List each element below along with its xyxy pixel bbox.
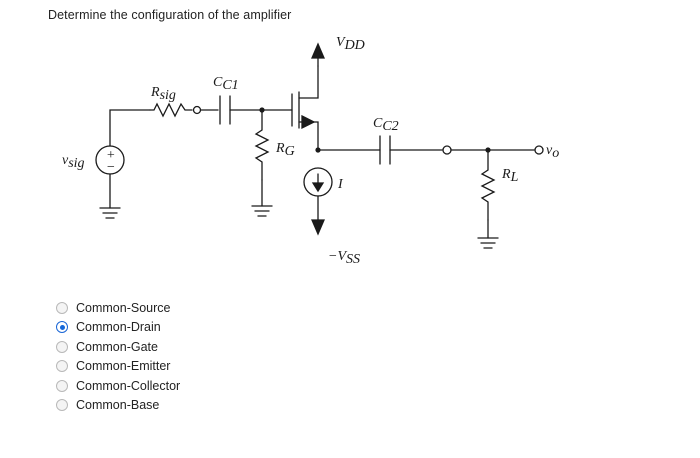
label-vsig: vsig [62, 153, 85, 171]
label-source-plus: + [106, 148, 116, 163]
label-rg: RG [276, 141, 295, 159]
question-prompt: Determine the configuration of the amplifier [48, 8, 292, 22]
option-common-emitter[interactable] [56, 357, 386, 377]
rsig-resistor [150, 104, 192, 116]
option-label: Common-Drain [76, 320, 161, 335]
option-common-base[interactable] [56, 396, 386, 416]
rl-resistor [482, 150, 494, 220]
rg-resistor [256, 110, 268, 180]
label-vdd: VDD [336, 35, 365, 53]
circuit-labels [62, 35, 559, 267]
option-label: Common-Gate [76, 339, 158, 354]
vss-arrow [312, 220, 324, 234]
label-vss: −VSS [328, 249, 360, 267]
option-common-drain[interactable] [56, 318, 386, 338]
option-label: Common-Source [76, 300, 171, 315]
radio-common-emitter[interactable] [56, 360, 68, 372]
answer-options[interactable] [56, 298, 386, 415]
radio-common-collector[interactable] [56, 380, 68, 392]
radio-common-gate[interactable] [56, 341, 68, 353]
mosfet-arrow [302, 116, 314, 128]
label-vo: vo [546, 143, 560, 161]
amplifier-circuit-diagram [40, 30, 660, 295]
label-current: I [338, 177, 343, 192]
option-common-collector[interactable] [56, 376, 386, 396]
vdd-arrow [312, 44, 324, 58]
option-label: Common-Collector [76, 378, 181, 393]
radio-common-source[interactable] [56, 302, 68, 314]
option-common-gate[interactable] [56, 337, 386, 357]
label-rl: RL [502, 167, 519, 185]
label-cc1: CC1 [213, 75, 239, 93]
output-terminal [535, 146, 543, 154]
radio-common-drain[interactable] [56, 321, 68, 333]
label-cc2: CC2 [373, 116, 399, 134]
option-common-source[interactable] [56, 298, 386, 318]
label-rsig: Rsig [151, 85, 176, 103]
label-source-minus: − [106, 160, 116, 175]
radio-common-base[interactable] [56, 399, 68, 411]
option-label: Common-Emitter [76, 359, 171, 374]
option-label: Common-Base [76, 398, 160, 413]
